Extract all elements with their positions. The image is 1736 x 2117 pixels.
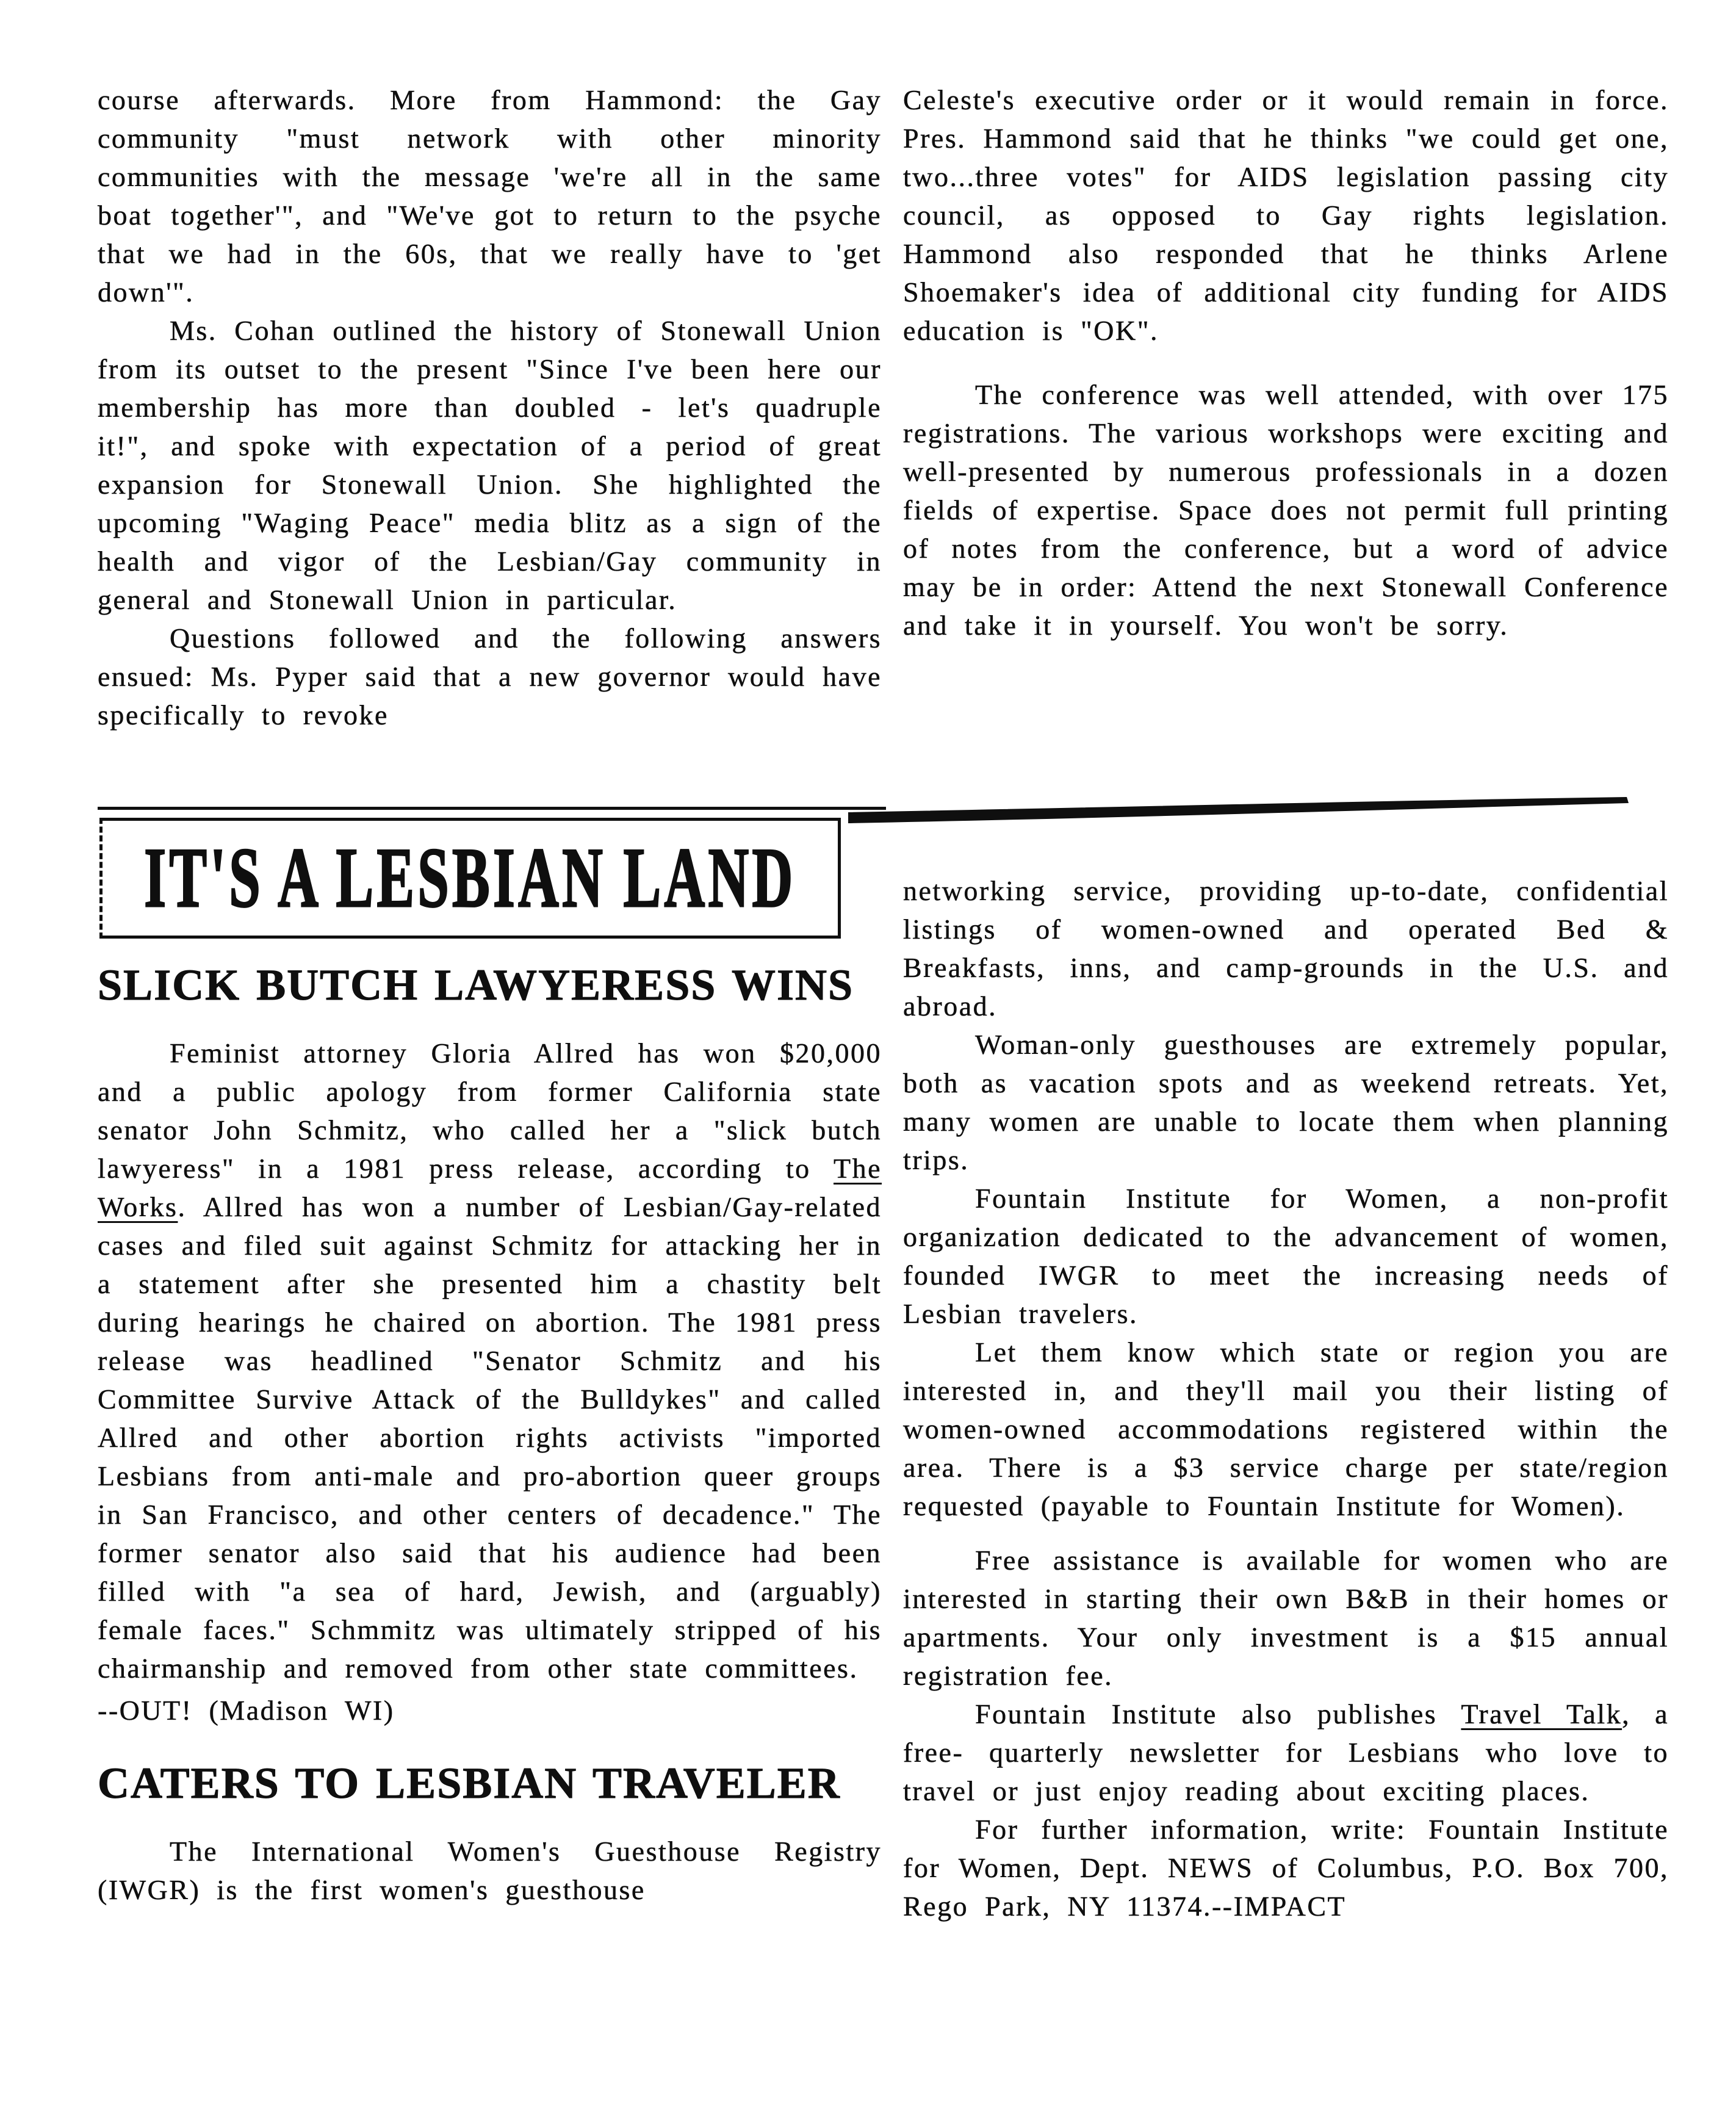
attribution-out-madison: --OUT! (Madison WI)	[98, 1695, 395, 1726]
paragraph-text: . Allred has won a number of Lesbian/Gay-related cases and filed suit against Schmitz for attacking her in a statement after she presented him a chastity belt during hearings he chaired on abortion. The 1981 press release was headlined "Senator Schmitz and his Committee Survive Attack of the Bulldykes" and called Allred and other abortion rights activists "imported Lesbians from anti-male and pro-abortion queer groups in San Francisco, and other centers of decadence." The former senator also said that his audience had been filled with "a sea of hard, Jewish, and (arguably) female faces." Schmmitz was ultimately stripped of his chairmanship and removed from other state committees.	[98, 1191, 882, 1684]
paragraph: Questions followed and the following answers ensued: Ms. Pyper said that a new governor would have specifically to revoke	[98, 622, 882, 730]
paragraph: Fountain Institute for Women, a non-profit organization dedicated to the advancement of women, founded IWGR to meet the increasing needs of Lesbian travelers.	[903, 1183, 1669, 1329]
paragraph-text: Fountain Institute also publishes	[975, 1698, 1461, 1729]
paragraph: course afterwards. More from Hammond: the Gay community "must network with other minority communities with the message 'we're all in the same boat together'", and "We've got to return to the psyche that we had in the 60s, that we really have to 'get down'".	[98, 84, 882, 308]
paragraph: The conference was well attended, with over 175 registrations. The various workshops were exciting and well-presented by numerous professionals in a dozen fields of expertise. Space does not permit full printing of notes from the conference, but a word of advice may be in order: Attend the next Stonewall Conference and take it in yourself. You won't be sorry.	[903, 379, 1669, 641]
bottom-right-column	[903, 871, 1669, 1925]
paragraph: Woman-only guesthouses are extremely popular, both as vacation spots and as weekend retreats. Yet, many women are unable to locate them when planning trips.	[903, 1029, 1669, 1175]
slick-butch-headline: SLICK BUTCH LAWYERESS WINS	[98, 961, 854, 1009]
publication-travel-talk: Travel Talk	[1461, 1698, 1623, 1729]
top-left-column	[98, 81, 882, 734]
section-rule	[98, 807, 886, 810]
paragraph: The International Women's Guesthouse Registry (IWGR) is the first women's guesthouse	[98, 1836, 882, 1905]
paragraph: networking service, providing up-to-date, confidential listings of women-owned and operated Bed & Breakfasts, inns, and camp-grounds in the U.S. and abroad.	[903, 875, 1669, 1022]
paragraph: Let them know which state or region you are interested in, and they'll mail you their listing of women-owned accommodations registered within the area. There is a $3 service charge per state/region requested (payable to Fountain Institute for Women).	[903, 1336, 1669, 1521]
banner-headline: IT'S A LESBIAN LAND	[144, 831, 796, 925]
banner-box	[99, 818, 841, 939]
top-right-column	[903, 81, 1669, 644]
bottom-left-column	[98, 963, 882, 1909]
paragraph: For further information, write: Fountain Institute for Women, Dept. NEWS of Columbus, P.O. Box 700, Rego Park, NY 11374.--IMPACT	[903, 1814, 1669, 1922]
paragraph: Celeste's executive order or it would remain in force. Pres. Hammond said that he thinks "we could get one, two...three votes" for AIDS legislation passing city council, as opposed to Gay rights legislation. Hammond also responded that he thinks Arlene Shoemaker's idea of additional city funding for AIDS education is "OK".	[903, 84, 1669, 346]
paragraph-text: Feminist attorney Gloria Allred has won $20,000 and a public apology from former California state senator John Schmitz, who called her a "slick butch lawyeress" in a 1981 press release, according to	[98, 1037, 882, 1184]
caters-headline: CATERS TO LESBIAN TRAVELER	[98, 1759, 841, 1808]
paragraph: Free assistance is available for women who are interested in starting their own B&B in their homes or apartments. Your only investment is a $15 annual registration fee.	[903, 1545, 1669, 1691]
paragraph	[98, 1034, 882, 1687]
paragraph	[903, 1695, 1669, 1810]
hand-drawn-divider	[847, 796, 1637, 824]
paragraph-text: , a free- quarterly newsletter for Lesbians who love to travel or just enjoy reading about exciting places.	[903, 1698, 1669, 1806]
publication-the-works: The Works	[98, 1153, 882, 1222]
paragraph: Ms. Cohan outlined the history of Stonewall Union from its outset to the present "Since I've been here our membership has more than doubled - let's quadruple it!", and spoke with expectation of a period of great expansion for Stonewall Union. She highlighted the upcoming "Waging Peace" media blitz as a sign of the health and vigor of the Lesbian/Gay community in general and Stonewall Union in particular.	[98, 315, 882, 615]
